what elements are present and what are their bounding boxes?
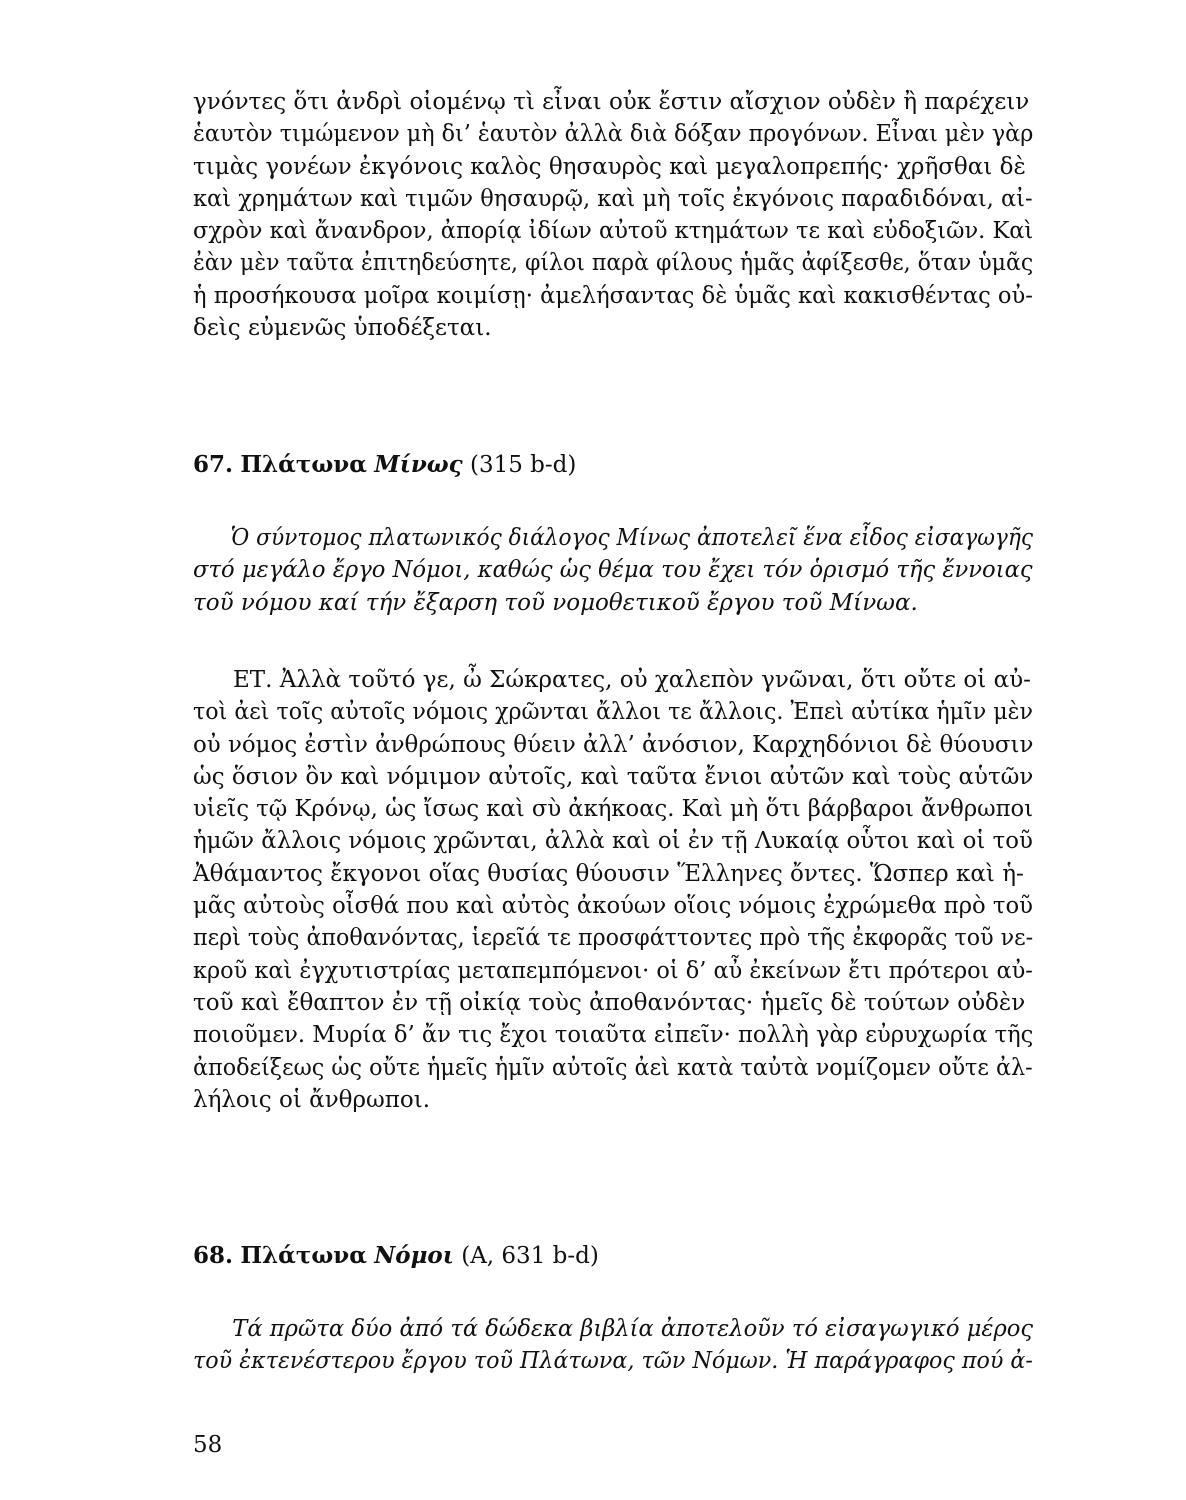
- text-line: τοῦ ἐκτενέστερου ἔργου τοῦ Πλάτωνα, τῶν Νόμων. Ἡ παράγραφος πού ἀ-: [193, 1348, 1033, 1375]
- text-line: τοῦ καὶ ἔθαπτον ἐν τῇ οἰκίᾳ τοὺς ἀποθανόντας· ἡμεῖς δὲ τούτων οὐδὲν: [193, 989, 1026, 1016]
- text-line: σχρὸν καὶ ἄνανδρον, ἀπορίᾳ ἰδίων αὐτοῦ κτημάτων τε καὶ εὐδοξιῶν. Καὶ: [193, 218, 1034, 245]
- section-reference: (Α, 631 b-d): [461, 1243, 599, 1269]
- text-line: ἐὰν μὲν ταῦτα ἐπιτηδεύσητε, φίλοι παρὰ φίλους ἡμᾶς ἀφίξεσθε, ὅταν ὑμᾶς: [193, 250, 1034, 277]
- section-work: Νόμοι: [374, 1242, 454, 1269]
- text-line: ἀποδείξεως ὡς οὔτε ἡμεῖς ἡμῖν αὐτοῖς ἀεὶ κατὰ ταὐτὰ νομίζομεν οὔτε ἀλ-: [193, 1054, 1033, 1081]
- section-number: 68.: [193, 1242, 234, 1269]
- text-line: δεὶς εὐμενῶς ὑποδέξεται.: [193, 315, 492, 342]
- text-line: ἡ προσήκουσα μοῖρα κοιμίσῃ· ἀμελήσαντας δὲ ὑμᾶς καὶ κακισθέντας οὐ-: [193, 282, 1033, 309]
- text-line: ὡς ὅσιον ὂν καὶ νόμιμον αὐτοῖς, καὶ ταῦτα ἔνιοι αὐτῶν καὶ τοὺς αὑτῶν: [193, 763, 1034, 790]
- text-line: στό μεγάλο ἔργο Νόμοι, καθώς ὡς θέμα του ἔχει τόν ὁρισμό τῆς ἔννοιας: [193, 557, 1033, 584]
- section-author: Πλάτωνα: [240, 451, 367, 478]
- intro-68: [193, 1313, 1033, 1378]
- section-heading-68: [193, 1240, 599, 1272]
- text-line: καὶ χρημάτων καὶ τιμῶν θησαυρῷ, καὶ μὴ τοῖς ἐκγόνοις παραδιδόναι, αἰ-: [193, 185, 1033, 212]
- text-line: ἑαυτὸν τιμώμενον μὴ δι’ ἑαυτὸν ἀλλὰ διὰ δόξαν προγόνων. Εἶναι μὲν γὰρ: [193, 121, 1034, 148]
- text-line: γνόντες ὅτι ἀνδρὶ οἰομένῳ τὶ εἶναι οὐκ ἔστιν αἴσχιον οὐδὲν ἢ παρέχειν: [193, 89, 1030, 115]
- section-number: 67.: [193, 451, 234, 478]
- text-line: τοὶ ἀεὶ τοῖς αὐτοῖς νόμοις χρῶνται ἄλλοι τε ἄλλοις. Ἐπεὶ αὐτίκα ἡμῖν μὲν: [193, 699, 1034, 726]
- text-line: τιμὰς γονέων ἐκγόνοις καλὸς θησαυρὸς καὶ μεγαλοπρεπής· χρῆσθαι δὲ: [193, 153, 1026, 180]
- text-line: ἡμῶν ἄλλοις νόμοις χρῶνται, ἀλλὰ καὶ οἱ ἐν τῇ Λυκαίᾳ οὗτοι καὶ οἱ τοῦ: [193, 828, 1033, 855]
- text-line: περὶ τοὺς ἀποθανόντας, ἱερεῖά τε προσφάττοντες πρὸ τῆς ἐκφορᾶς τοῦ νε-: [193, 925, 1034, 952]
- text-line: τοῦ νόμου καί τήν ἔξαρση τοῦ νομοθετικοῦ ἔργου τοῦ Μίνωα.: [193, 589, 918, 616]
- section-work: Μίνως: [374, 451, 463, 478]
- section-author: Πλάτωνα: [240, 1242, 367, 1269]
- text-line: κροῦ καὶ ἐγχυτιστρίας μεταπεμπόμενοι· οἱ δ’ αὖ ἐκείνων ἔτι πρότεροι αὐ-: [193, 957, 1033, 984]
- text-line: μᾶς αὐτοὺς οἶσθά που καὶ αὐτὸς ἀκούων οἵοις νόμοις ἐχρώμεθα πρὸ τοῦ: [193, 893, 1033, 920]
- section-heading-67: [193, 449, 576, 481]
- text-line: ποιοῦμεν. Μυρία δ’ ἄν τις ἔχοι τοιαῦτα εἰπεῖν· πολλὴ γὰρ εὐρυχωρία τῆς: [193, 1022, 1034, 1049]
- section-reference: (315 b-d): [470, 452, 577, 478]
- text-line: Τά πρῶτα δύο ἀπό τά δώδεκα βιβλία ἀποτελοῦν τό εἰσαγωγικό μέρος: [232, 1316, 1034, 1342]
- intro-67: [193, 522, 1033, 619]
- text-line: υἱεῖς τῷ Κρόνῳ, ὡς ἴσως καὶ σὺ ἀκήκοας. Καὶ μὴ ὅτι βάρβαροι ἄνθρωποι: [193, 796, 1034, 823]
- text-line: λήλοις οἱ ἄνθρωποι.: [193, 1086, 431, 1113]
- text-block-1: [193, 86, 1033, 344]
- page-number: 58: [193, 1432, 223, 1458]
- text-line: ΕΤ. Ἀλλὰ τοῦτό γε, ὦ Σώκρατες, οὐ χαλεπὸν γνῶναι, ὅτι οὔτε οἱ αὐ-: [233, 667, 1031, 693]
- text-line: Ὁ σύντομος πλατωνικός διάλογος Μίνως ἀποτελεῖ ἕνα εἶδος εἰσαγωγῆς: [230, 525, 1033, 551]
- text-line: Ἀθάμαντος ἔκγονοι οἵας θυσίας θύουσιν Ἕλληνες ὄντες. Ὥσπερ καὶ ἡ-: [193, 860, 1024, 887]
- text-line: οὐ νόμος ἐστὶν ἀνθρώπους θύειν ἀλλ’ ἀνόσιον, Καρχηδόνιοι δὲ θύουσιν: [193, 731, 1034, 758]
- text-block-2: [193, 664, 1033, 1116]
